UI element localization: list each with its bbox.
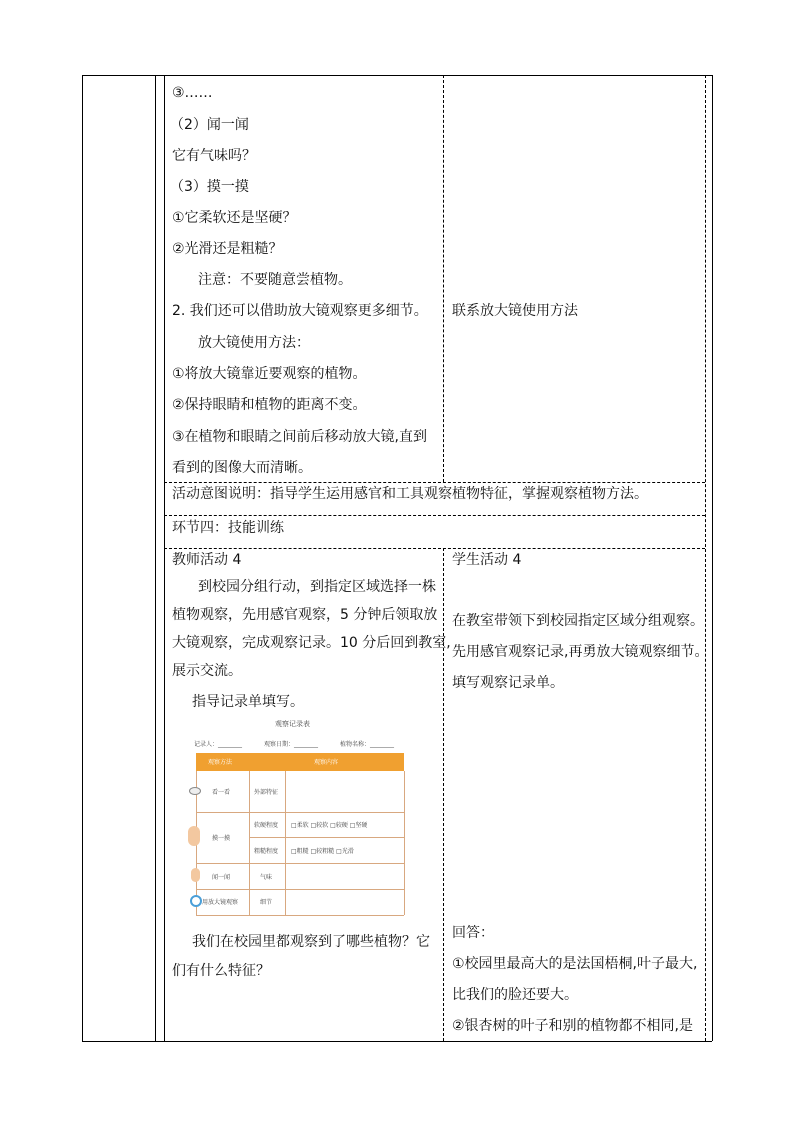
teacher-para-line-2: 植物观察，先用感官观察，5 分钟后领取放 — [172, 607, 438, 623]
row-divider-section4-bottom — [164, 548, 705, 549]
student-line-3: 填写观察记录单。 — [452, 675, 564, 691]
form-magnifier: 用放大镜观察 — [202, 899, 239, 906]
middle-divider-bottom — [443, 548, 444, 1041]
inner-right-border — [705, 75, 706, 1041]
row-divider-intent-top — [164, 482, 705, 483]
form-look: 看一看 — [212, 789, 231, 796]
top-line-1: ③…… — [172, 85, 213, 101]
activity-intent: 活动意图说明：指导学生运用感官和工具观察植物特征，掌握观察植物方法。 — [172, 486, 648, 502]
form-col-line — [249, 771, 250, 915]
nose-icon — [191, 868, 200, 882]
form-roughness-options: □粗糙 □较粗糙 □光滑 — [291, 848, 354, 855]
form-look-item: 外部特征 — [254, 789, 279, 796]
form-row-line — [196, 915, 404, 916]
top-line-10: ①将放大镜靠近要观察的植物。 — [172, 366, 367, 382]
top-line-13: 看到的图像大而清晰。 — [172, 460, 312, 476]
student-answer-line-1: ①校园里最高大的是法国梧桐,叶子最大, — [452, 956, 698, 972]
teacher-heading: 教师活动 4 — [172, 552, 242, 568]
top-line-11: ②保持眼睛和植物的距离不变。 — [172, 397, 367, 413]
top-line-3: 它有气味吗？ — [172, 148, 256, 164]
table-left-border — [82, 75, 83, 1041]
student-line-2: 先用感官观察记录,再勇放大镜观察细节。 — [452, 644, 709, 660]
top-line-6: ②光滑还是粗糙？ — [172, 241, 283, 257]
table-right-border — [712, 75, 713, 1041]
top-line-8: 2. 我们还可以借助放大镜观察更多细节。 — [172, 303, 428, 319]
student-heading: 学生活动 4 — [452, 552, 522, 568]
top-line-5: ①它柔软还是坚硬？ — [172, 210, 297, 226]
section4-title: 环节四：技能训练 — [172, 520, 284, 536]
row-divider-intent-bottom — [164, 515, 705, 516]
form-row-line — [196, 889, 404, 890]
student-answer-line-3: ②银杏树的叶子和别的植物都不相同,是 — [452, 1018, 693, 1034]
top-line-4: （3）摸一摸 — [170, 179, 249, 195]
form-title: 观察记录表 — [275, 720, 310, 728]
form-smell-item: 气味 — [260, 874, 273, 881]
top-line-2: （2）闻一闻 — [170, 117, 249, 133]
student-line-1: 在教室带领下到校园指定区域分组观察。 — [452, 613, 704, 629]
form-recorder: 记录人：________ — [194, 741, 243, 748]
student-answer-label: 回答： — [452, 925, 494, 941]
top-line-7: 注意：不要随意尝植物。 — [198, 272, 352, 288]
teacher-question-line-2: 们有什么特征？ — [172, 963, 270, 979]
form-roughness: 粗糙程度 — [254, 848, 279, 855]
left-column-divider — [155, 75, 156, 1041]
form-touch: 摸一摸 — [212, 835, 231, 842]
form-col-line — [404, 771, 405, 915]
teacher-question-line-1: 我们在校园里都观察到了哪些植物？它 — [192, 934, 430, 950]
table-bottom-border — [82, 1041, 712, 1042]
form-col-line — [285, 771, 286, 915]
eye-icon — [189, 787, 201, 795]
left-column-divider-inner — [164, 75, 165, 1041]
magnifier-icon — [190, 895, 202, 907]
teacher-para-line-4: 展示交流。 — [172, 663, 242, 679]
form-row-line — [196, 863, 404, 864]
form-col-method: 观察方法 — [208, 759, 233, 766]
teacher-para-line-3: 大镜观察，完成观察记录。10 分后回到教室, — [172, 635, 451, 651]
table-top-border — [82, 75, 712, 76]
hand-icon — [188, 826, 200, 846]
teacher-guide: 指导记录单填写。 — [192, 694, 304, 710]
form-plant-name: 植物名称：________ — [340, 741, 395, 748]
top-line-12: ③在植物和眼睛之间前后移动放大镜,直到 — [172, 429, 427, 445]
observation-record-form — [186, 713, 408, 920]
middle-divider-top — [443, 75, 444, 482]
form-hardness-options: □柔软 □较软 □较硬 □坚硬 — [291, 822, 368, 829]
form-row-line — [249, 837, 404, 838]
top-line-9: 放大镜使用方法： — [198, 335, 310, 351]
teacher-para-line-1: 到校园分组行动，到指定区域选择一株 — [198, 579, 436, 595]
right-note: 联系放大镜使用方法 — [452, 303, 578, 319]
student-answer-line-2: 比我们的脸还要大。 — [452, 987, 578, 1003]
form-smell: 闻一闻 — [212, 874, 231, 881]
form-magnifier-item: 细节 — [260, 899, 273, 906]
form-col-content: 观察内容 — [314, 759, 339, 766]
form-row-line — [196, 812, 404, 813]
form-date: 观察日期：________ — [264, 741, 319, 748]
form-hardness: 软硬程度 — [254, 822, 279, 829]
